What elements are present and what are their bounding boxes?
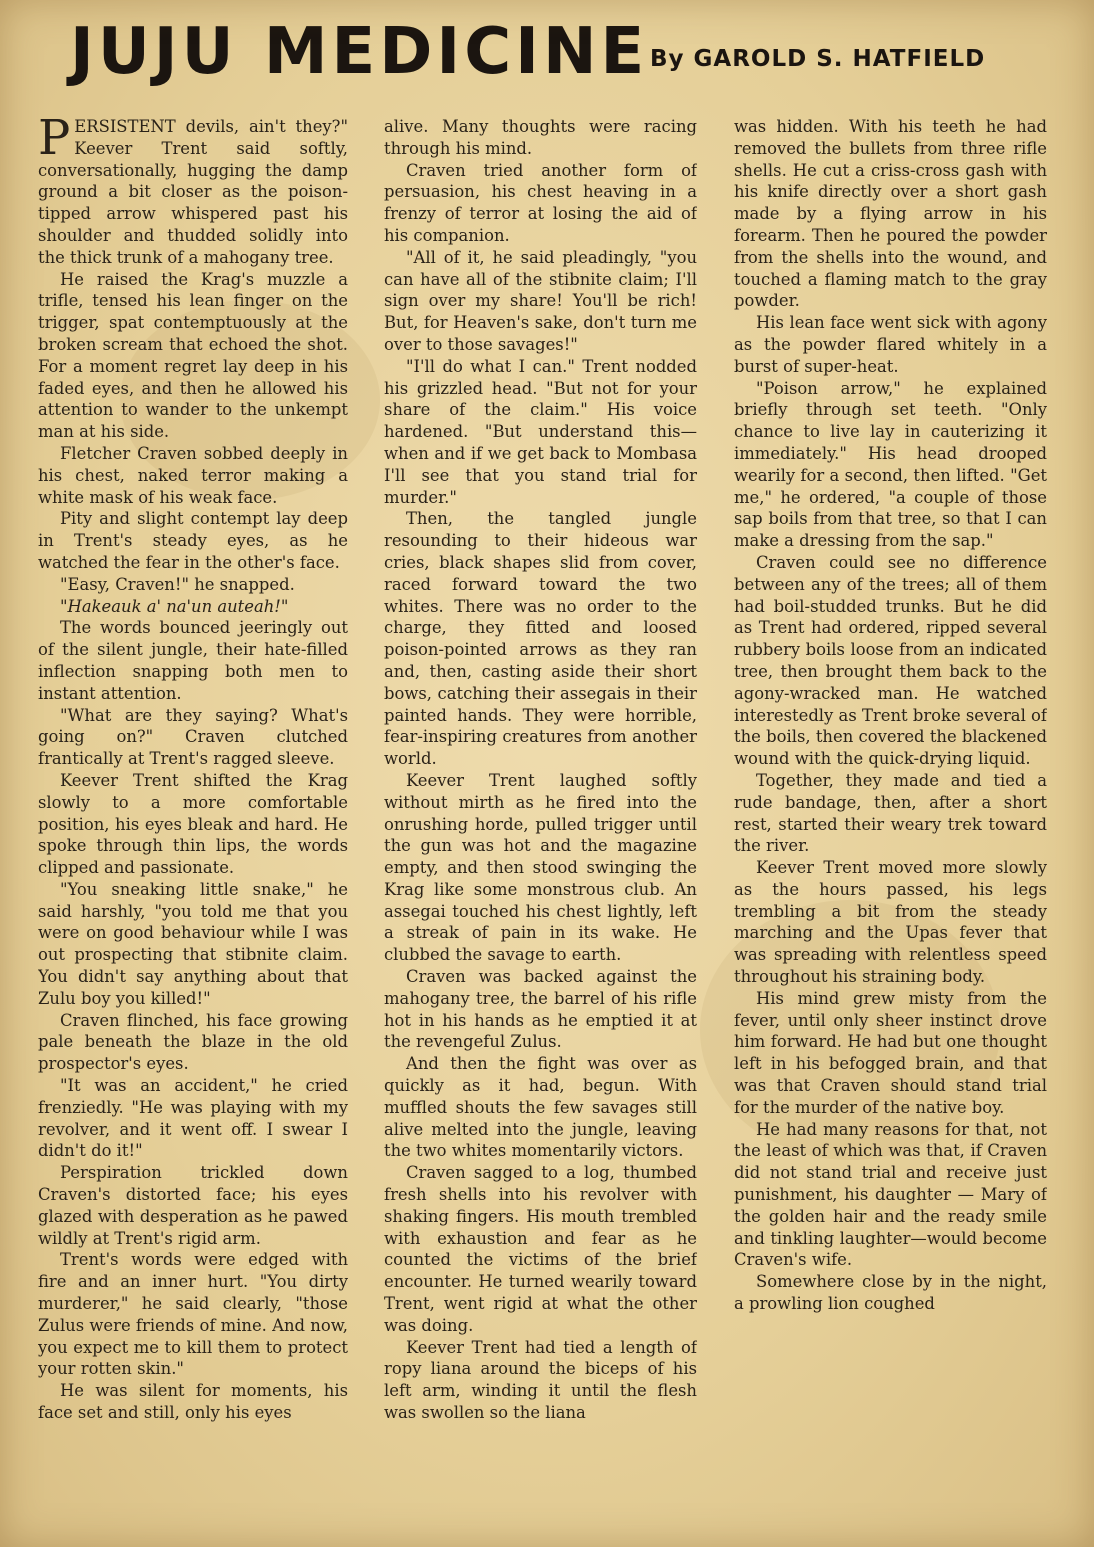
paragraph: Keever Trent laughed softly without mirth as he fired into the onrushing horde, pulled trigger until the gun was hot and the magazine empty, and then stood swinging the Krag like some monstrous club. An assegai touched his chest lightly, left a streak of pain in its wake. He clubbed the savage to earth. bbox=[384, 770, 697, 965]
paragraph: Perspiration trickled down Craven's distorted face; his eyes glazed with desperation as he pawed wildly at Trent's rigid arm. bbox=[38, 1163, 348, 1248]
paragraph: "It was an accident," he cried frenziedly. "He was playing with my revolver, and it went off. I swear I didn't do it!" bbox=[38, 1076, 348, 1161]
paragraph: He was silent for moments, his face set and still, only his eyes bbox=[38, 1381, 348, 1423]
opening-paragraph-text: ERSISTENT devils, ain't they?" Keever Trent said softly, conversationally, hugging the damp ground a bit closer as the poison-tipped arrow whispered past his shoulder and thudded solidly into the thick trunk of a mahogany tree. bbox=[38, 117, 348, 267]
paragraph: Craven tried another form of persuasion, his chest heaving in a frenzy of terror at losing the aid of his companion. bbox=[384, 160, 697, 245]
paragraph: Keever Trent had tied a length of ropy liana around the biceps of his left arm, winding it until the flesh was swollen so the liana bbox=[384, 1337, 697, 1423]
paragraph: Fletcher Craven sobbed deeply in his chest, naked terror making a white mask of his weak face. bbox=[38, 443, 348, 507]
paragraph: Keever Trent shifted the Krag slowly to a more comfortable position, his eyes bleak and hard. He spoke through thin lips, the words clipped and passionate. bbox=[38, 770, 348, 878]
article-byline: By GAROLD S. HATFIELD bbox=[650, 46, 986, 72]
paragraph: And then the fight was over as quickly as it had, begun. With muffled shouts the few savages still alive melted into the jungle, leaving the two whites momentarily victors. bbox=[384, 1054, 697, 1161]
article-header bbox=[70, 12, 1030, 92]
paragraph: "Easy, Craven!" he snapped. bbox=[60, 574, 295, 594]
article-title: JUJU MEDICINE bbox=[70, 15, 649, 89]
paragraph: "I'll do what I can." Trent nodded his grizzled head. "But not for your share of the claim." His voice hardened. "But understand this—when and if we get back to Mombasa I'll see that you stand trial for murder." bbox=[384, 356, 697, 507]
paragraph: Together, they made and tied a rude bandage, then, after a short rest, started their weary trek toward the river. bbox=[734, 770, 1047, 856]
paragraph: Pity and slight contempt lay deep in Trent's steady eyes, as he watched the fear in the other's face. bbox=[38, 509, 348, 572]
paragraph: Trent's words were edged with fire and an inner hurt. "You dirty murderer," he said clearly, "those Zulus were friends of mine. And now, you expect me to kill them to protect your rotten skin." bbox=[38, 1250, 348, 1379]
paragraph: His mind grew misty from the fever, until only sheer instinct drove him forward. He had but one thought left in his befogged brain, and that was that Craven should stand trial for the murder of the native boy. bbox=[734, 988, 1047, 1117]
paragraph: "All of it, he said pleadingly, "you can have all of the stibnite claim; I'll sign over my share! You'll be rich! But, for Heaven's sake, don't turn me over to those savages!" bbox=[384, 247, 697, 354]
paragraph: Craven sagged to a log, thumbed fresh shells into his revolver with shaking fingers. His mouth trembled with exhaustion and fear as he counted the victims of the brief encounter. He turned wearily toward Trent, went rigid at what the other was doing. bbox=[384, 1163, 697, 1335]
column-3 bbox=[734, 116, 1047, 1496]
column-2 bbox=[384, 116, 697, 1496]
paragraph: He had many reasons for that, not the least of which was that, if Craven did not stand trial and receive just punishment, his daughter — Mary of the golden hair and the ready smile and tinkling laughter—would become Craven's wife. bbox=[734, 1119, 1047, 1270]
paragraph-continued: alive. Many thoughts were racing through his mind. bbox=[384, 117, 697, 158]
paragraph: His lean face went sick with agony as the powder flared whitely in a burst of super-heat. bbox=[734, 313, 1047, 376]
paragraph-zulu-cry: "Hakeauk a' na'un auteah!" bbox=[60, 596, 289, 616]
paragraph: "Poison arrow," he explained briefly through set teeth. "Only chance to live lay in cauterizing it immediately." His head drooped wearily for a second, then lifted. "Get me," he ordered, "a couple of those sap boils from that tree, so that I can make a dressing from the sap." bbox=[734, 378, 1047, 551]
column-1 bbox=[38, 116, 348, 1496]
paragraph: Then, the tangled jungle resounding to their hideous war cries, black shapes slid from cover, raced forward toward the two whites. There was no order to the charge, they fitted and loosed poison-pointed arrows as they ran and, then, casting aside their short bows, catching their assegais in their painted hands. They were horrible, fear-inspiring creatures from another world. bbox=[384, 509, 697, 769]
paragraph: He raised the Krag's muzzle a trifle, tensed his lean finger on the trigger, spat contemptuously at the broken scream that echoed the shot. For a moment regret lay deep in his faded eyes, and then he allowed his attention to wander to the unkempt man at his side. bbox=[38, 269, 348, 442]
paragraph: Craven was backed against the mahogany tree, the barrel of his rifle hot in his hands as he emptied it at the revengeful Zulus. bbox=[384, 967, 697, 1052]
paragraph: The words bounced jeeringly out of the silent jungle, their hate-filled inflection snapping both men to instant attention. bbox=[38, 618, 348, 703]
opening-paragraph bbox=[38, 116, 348, 269]
drop-cap: P bbox=[38, 116, 71, 166]
paragraph: "What are they saying? What's going on?" Craven clutched frantically at Trent's ragged sleeve. bbox=[38, 705, 348, 769]
paragraph: Somewhere close by in the night, a prowling lion coughed bbox=[734, 1272, 1047, 1314]
paragraph: Craven could see no difference between any of the trees; all of them had boil-studded trunks. But he did as Trent had ordered, ripped several rubbery boils loose from an indicated tree, then brought them back to the agony-wracked man. He watched interestedly as Trent broke several of the boils, then covered the blackened wound with the quick-drying liquid. bbox=[734, 552, 1047, 769]
paragraph: Craven flinched, his face growing pale beneath the blaze in the old prospector's eyes. bbox=[38, 1010, 348, 1074]
paragraph-continued: was hidden. With his teeth he had removed the bullets from three rifle shells. He cut a criss-cross gash with his knife directly over a short gash made by a flying arrow in his forearm. Then he poured the powder from the shells into the wound, and touched a flaming match to the gray powder. bbox=[734, 117, 1047, 311]
paragraph: "You sneaking little snake," he said harshly, "you told me that you were on good behaviour while I was out prospecting that stibnite claim. You didn't say anything about that Zulu boy you killed!" bbox=[38, 879, 348, 1008]
paragraph: Keever Trent moved more slowly as the hours passed, his legs trembling a bit from the steady marching and the Upas fever that was spreading with relentless speed throughout his straining body. bbox=[734, 858, 1047, 987]
